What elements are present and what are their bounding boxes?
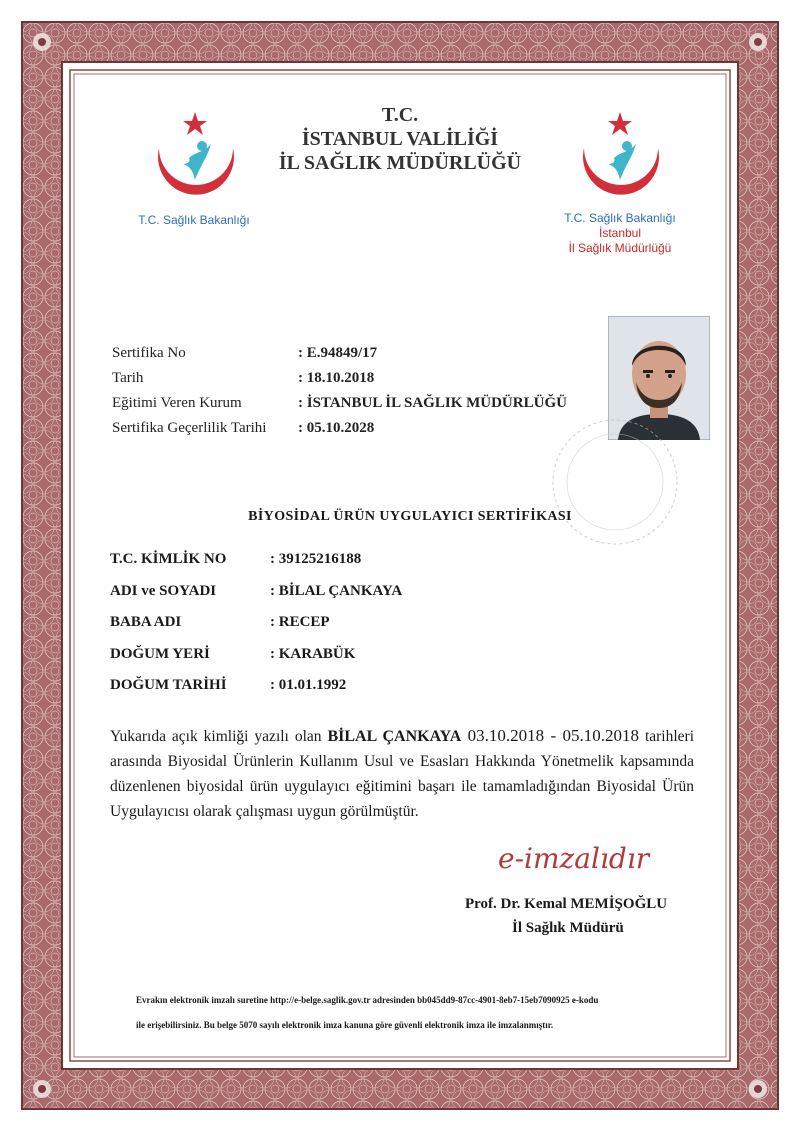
id-label-tc: T.C. KİMLİK NO	[110, 551, 227, 567]
id-label-name: ADI ve SOYADI	[110, 583, 217, 599]
official-stamp-mark	[540, 412, 690, 552]
id-value-name: : BİLAL ÇANKAYA	[270, 583, 403, 599]
meta-value-sertifika-no: : E.94849/17	[298, 345, 378, 361]
id-label-birthdate: DOĞUM TARİHİ	[110, 677, 227, 693]
statement-holder-name: BİLAL ÇANKAYA	[327, 728, 462, 745]
logo-right-caption-2: İstanbul	[598, 226, 642, 240]
meta-value-kurum: : İSTANBUL İL SAĞLIK MÜDÜRLÜĞÜ	[298, 395, 567, 411]
header-line-mudurluk: İL SAĞLIK MÜDÜRLÜĞÜ	[278, 152, 522, 174]
statement-dates: 03.10.2018 - 05.10.2018	[461, 726, 639, 745]
logo-right-caption-1: T.C. Sağlık Bakanlığı	[564, 211, 676, 225]
signer-name: Prof. Dr. Kemal MEMİŞOĞLU	[465, 896, 668, 912]
id-value-father: : RECEP	[270, 614, 330, 630]
id-label-father: BABA ADI	[110, 614, 182, 630]
certificate-title: BİYOSİDAL ÜRÜN UYGULAYICI SERTİFİKASI	[248, 509, 572, 524]
meta-label-gecerlilik: Sertifika Geçerlilik Tarihi	[112, 420, 267, 436]
meta-label-sertifika-no: Sertifika No	[112, 345, 186, 361]
header-line-valilik: İSTANBUL VALİLİĞİ	[301, 128, 499, 150]
id-value-tc: : 39125216188	[270, 551, 362, 567]
id-value-birthplace: : KARABÜK	[270, 646, 356, 662]
footer-verification-line-2: ile erişebilirsiniz. Bu belge 5070 sayılı elektronik imza kanuna göre güvenli elektronik imza ile imzalanmıştır.	[136, 1020, 554, 1030]
meta-label-tarih: Tarih	[112, 370, 144, 386]
logo-right-caption-3: İl Sağlık Müdürlüğü	[568, 241, 672, 255]
ministry-logo-right	[570, 108, 670, 208]
statement-rest: tarihleri arasında Biyosidal Ürünlerin Kullanım Usul ve Esasları Hakkında Yönetmelik kapsamında düzenlenen biyosidal ürün uygulayıcı eğitimini başarı ile tamamladığından Biyosidal Ürün Uygulayıcısı olarak çalışması uygun görülmüştür.	[110, 728, 695, 820]
id-label-birthplace: DOĞUM YERİ	[110, 646, 210, 662]
footer-verification-line-1: Evrakın elektronik imzalı suretine http://e-belge.saglik.gov.tr adresinden bb045dd9-87cc-4901-8eb7-15eb7090925 e-kodu	[136, 995, 599, 1005]
meta-value-gecerlilik: : 05.10.2028	[298, 420, 375, 436]
ministry-logo-left	[145, 108, 245, 208]
meta-label-kurum: Eğitimi Veren Kurum	[112, 395, 242, 411]
logo-left-caption: T.C. Sağlık Bakanlığı	[138, 213, 250, 227]
id-value-birthdate: : 01.01.1992	[270, 677, 347, 693]
statement-intro: Yukarıda açık kimliği yazılı olan	[110, 728, 328, 745]
certificate-statement	[110, 723, 694, 824]
e-signature-mark: e-imzalıdır	[498, 842, 650, 875]
meta-value-tarih: : 18.10.2018	[298, 370, 375, 386]
header-line-tc: T.C.	[381, 104, 419, 126]
signer-title: İl Sağlık Müdürü	[512, 920, 624, 936]
